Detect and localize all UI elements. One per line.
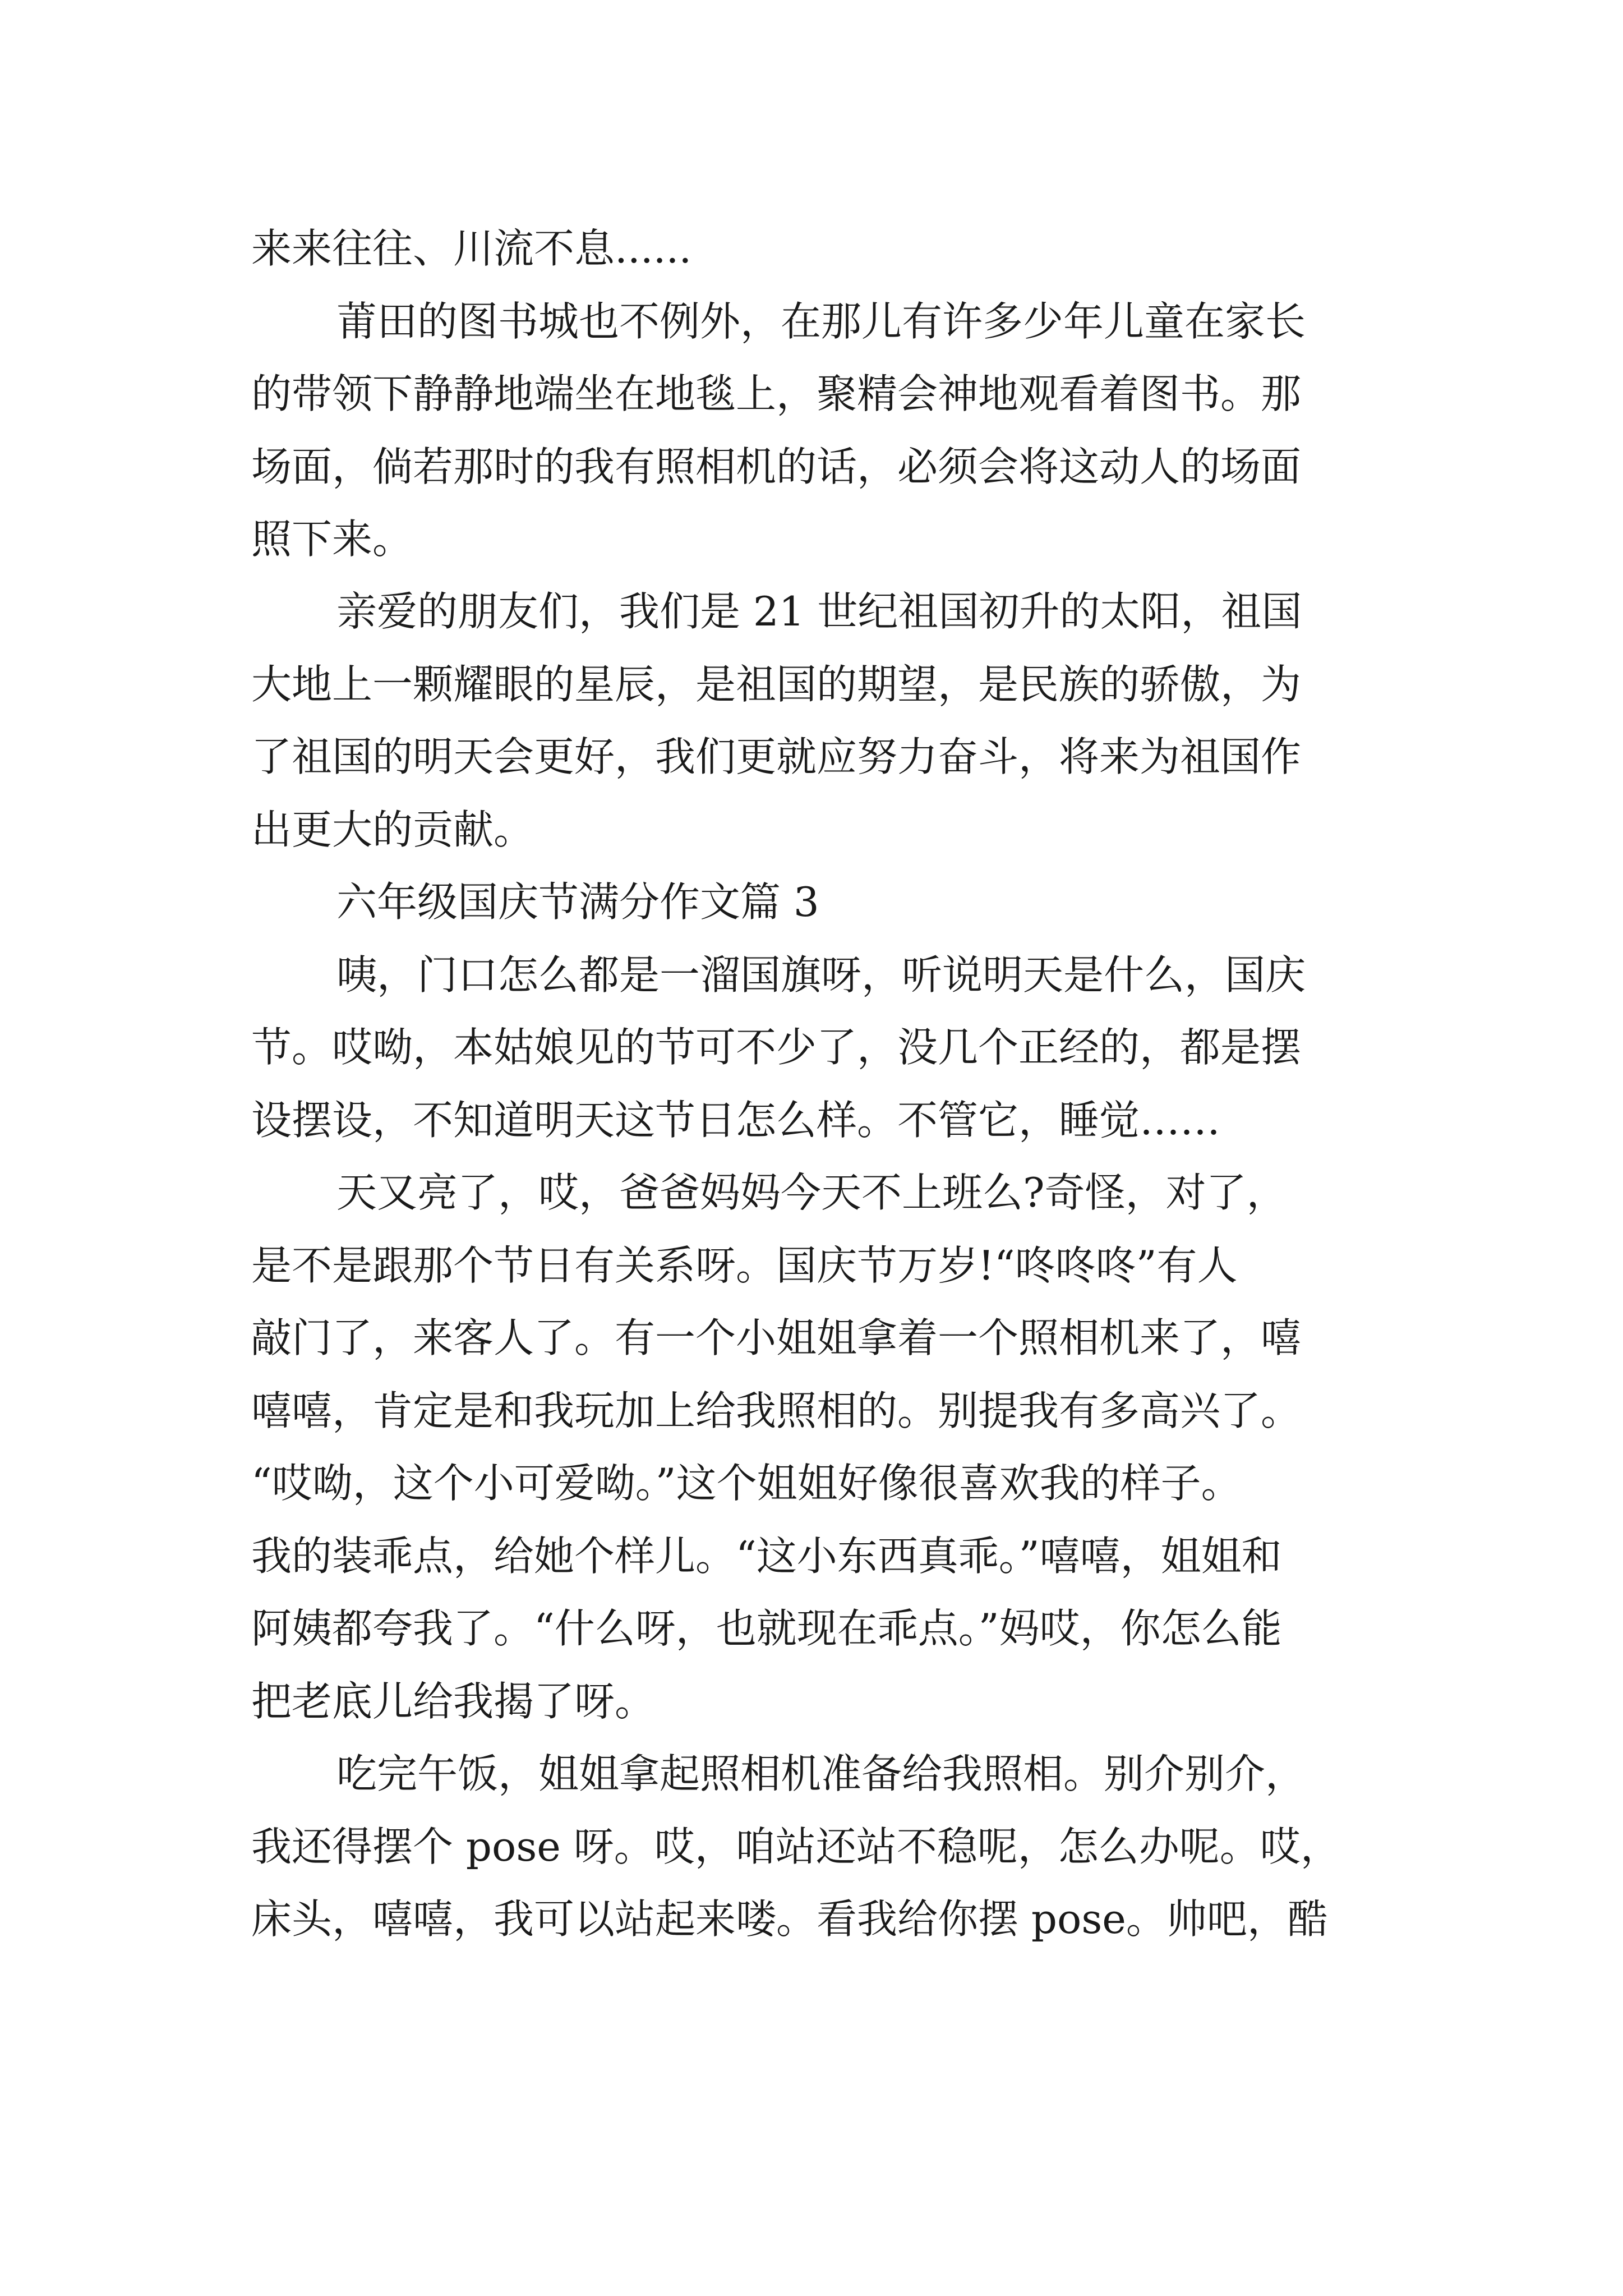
- text-line: 设摆设，不知道明天这节日怎么样。不管它，睡觉……: [251, 1097, 1221, 1144]
- text-line: 天又亮了，哎，爸爸妈妈今天不上班么?奇怪，对了，: [336, 1169, 1287, 1216]
- text-line: 大地上一颗耀眼的星辰，是祖国的期望，是民族的骄傲，为: [251, 661, 1302, 708]
- text-line: 照下来。: [251, 516, 413, 563]
- text-line: 了祖国的明天会更好，我们更就应努力奋斗，将来为祖国作: [251, 733, 1302, 780]
- text-line: 吃完午饭，姐姐拿起照相机准备给我照相。别介别介，: [336, 1750, 1306, 1797]
- text-line: 亲爱的朋友们，我们是 21 世纪祖国初升的太阳，祖国: [336, 588, 1302, 635]
- section-heading: 六年级国庆节满分作文篇 3: [336, 878, 819, 926]
- text-line: 出更大的贡献。: [251, 806, 534, 853]
- text-line: 床头，嘻嘻，我可以站起来喽。看我给你摆 pose。帅吧，酷: [251, 1895, 1328, 1943]
- text-line: 的带领下静静地端坐在地毯上，聚精会神地观看着图书。那: [251, 370, 1302, 417]
- text-line: 我还得摆个 pose 呀。哎，咱站还站不稳呢，怎么办呢。哎，: [251, 1823, 1341, 1870]
- text-line: 来来往往、川流不息......: [251, 225, 692, 272]
- text-line: 是不是跟那个节日有关系呀。国庆节万岁!“咚咚咚”有人: [251, 1242, 1238, 1289]
- text-line: 嘻嘻，肯定是和我玩加上给我照相的。别提我有多高兴了。: [251, 1387, 1302, 1434]
- text-line: 我的装乖点，给她个样儿。“这小东西真乖。”嘻嘻，姐姐和: [251, 1533, 1282, 1580]
- text-line: “哎呦，这个小可爱呦。”这个姐姐好像很喜欢我的样子。: [251, 1460, 1242, 1507]
- text-line: 莆田的图书城也不例外，在那儿有许多少年儿童在家长: [336, 298, 1306, 345]
- text-line: 阿姨都夸我了。“什么呀，也就现在乖点。”妈哎，你怎么能: [251, 1605, 1282, 1652]
- text-line: 敲门了，来客人了。有一个小姐姐拿着一个照相机来了，嘻: [251, 1314, 1302, 1361]
- text-line: 节。哎呦，本姑娘见的节可不少了，没几个正经的，都是摆: [251, 1024, 1302, 1071]
- text-line: 把老底儿给我揭了呀。: [251, 1678, 656, 1725]
- text-line: 咦，门口怎么都是一溜国旗呀，听说明天是什么，国庆: [336, 951, 1306, 999]
- text-line: 场面，倘若那时的我有照相机的话，必须会将这动人的场面: [251, 443, 1302, 490]
